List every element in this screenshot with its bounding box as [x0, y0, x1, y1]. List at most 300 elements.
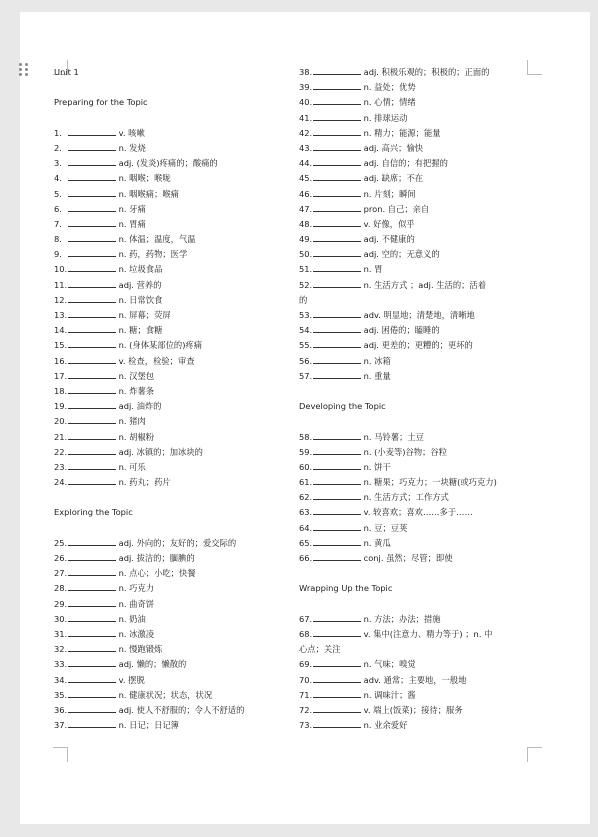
- entry-number: 73.: [299, 720, 313, 731]
- crop-mark-bottom-left: [53, 747, 68, 762]
- answer-blank[interactable]: [68, 432, 116, 440]
- entry-number: 17.: [54, 370, 68, 381]
- entry-number: 36.: [54, 704, 68, 715]
- answer-blank[interactable]: [313, 538, 361, 546]
- entry-definition: adj. 空的；无意义的: [363, 249, 440, 260]
- entry-definition: n. 猪肉: [118, 416, 146, 427]
- entry-definition: n. 巧克力: [118, 583, 155, 594]
- entry-number: 54.: [299, 325, 313, 336]
- answer-blank[interactable]: [68, 477, 116, 485]
- section-heading-exploring: Exploring the Topic: [54, 507, 133, 518]
- answer-blank[interactable]: [68, 158, 116, 166]
- entry-number: 9.: [54, 249, 62, 260]
- answer-blank[interactable]: [313, 629, 361, 637]
- entry-definition: n. 糖果；巧克力；一块糖(或巧克力): [363, 477, 497, 488]
- entry-definition: v. 检查，检验；审查: [118, 355, 195, 366]
- entry-definition: n. 牙痛: [118, 203, 146, 214]
- entry-number: 72.: [299, 704, 313, 715]
- vocab-entry: [54, 323, 286, 338]
- entry-number: 67.: [299, 613, 313, 624]
- entry-definition: n. 药丸；药片: [118, 477, 171, 488]
- entry-number: 56.: [299, 355, 313, 366]
- vocab-entry: [54, 141, 286, 156]
- vocab-entry: [54, 278, 286, 293]
- vocab-entry: [299, 521, 531, 536]
- answer-blank[interactable]: [68, 371, 116, 379]
- answer-blank[interactable]: [313, 143, 361, 151]
- entry-definition: v. 摆脱: [118, 674, 145, 685]
- answer-blank[interactable]: [68, 720, 116, 728]
- entry-definition: n. (小麦等)谷物；谷粒: [363, 446, 448, 457]
- vocab-entry: [299, 657, 531, 672]
- vocab-entry: [299, 95, 531, 110]
- entry-number: 68.: [299, 628, 313, 639]
- entry-number: 20.: [54, 416, 68, 427]
- entry-number: 6.: [54, 203, 62, 214]
- entry-definition: adj. 油炸的: [118, 401, 162, 412]
- entry-definition: n. 日常饮食: [118, 294, 163, 305]
- answer-blank[interactable]: [68, 340, 116, 348]
- answer-blank[interactable]: [68, 675, 116, 683]
- vocab-entry: [299, 673, 531, 688]
- answer-blank[interactable]: [313, 113, 361, 121]
- vocab-entry: [299, 126, 531, 141]
- entry-number: 53.: [299, 310, 313, 320]
- answer-blank[interactable]: [313, 447, 361, 455]
- answer-blank[interactable]: [68, 583, 116, 591]
- entry-definition: adv. 通常；主要地，一般地: [363, 674, 467, 685]
- answer-blank[interactable]: [313, 675, 361, 683]
- answer-blank[interactable]: [68, 659, 116, 667]
- entry-number: 48.: [299, 218, 313, 229]
- entry-number: 29.: [54, 598, 68, 609]
- answer-blank[interactable]: [313, 128, 361, 136]
- entry-number: 44.: [299, 158, 313, 169]
- vocab-entry: [299, 460, 531, 475]
- vocab-entry: [54, 308, 286, 323]
- answer-blank[interactable]: [313, 219, 361, 227]
- vocab-entry: [54, 399, 286, 414]
- entry-definition: adj. 不健康的: [363, 234, 415, 245]
- entry-number: 27.: [54, 568, 68, 579]
- vocab-entry: [299, 171, 531, 186]
- entry-definition: adj. 更差的；更糟的；更坏的: [363, 340, 473, 351]
- entry-number: 22.: [54, 446, 68, 457]
- entry-definition: n. 咽喉；喉咙: [118, 173, 171, 184]
- vocab-entry: [54, 581, 286, 596]
- entry-definition: n. 调味汁；酱: [363, 689, 416, 700]
- answer-blank[interactable]: [313, 432, 361, 440]
- answer-blank[interactable]: [68, 416, 116, 424]
- vocab-entry: [54, 202, 286, 217]
- vocab-entry: [299, 141, 531, 156]
- vocab-entry: [299, 703, 531, 718]
- entry-number: 61.: [299, 477, 313, 488]
- answer-blank[interactable]: [68, 189, 116, 197]
- answer-blank[interactable]: [68, 401, 116, 409]
- entry-definition: n. 饼干: [363, 461, 391, 472]
- answer-blank[interactable]: [68, 553, 116, 561]
- entry-number: 69.: [299, 659, 313, 670]
- entry-number: 16.: [54, 355, 68, 366]
- vocab-entry: [54, 445, 286, 460]
- entry-definition: pron. 自己；亲自: [363, 203, 430, 214]
- answer-blank[interactable]: [68, 356, 116, 364]
- answer-blank[interactable]: [313, 462, 361, 470]
- entry-number: 14.: [54, 325, 68, 336]
- entry-definition: adj. 高兴；愉快: [363, 142, 424, 153]
- vocab-entry: [299, 202, 531, 217]
- entry-definition: n. 业余爱好: [363, 720, 408, 731]
- entry-number: 21.: [54, 431, 68, 442]
- answer-blank[interactable]: [313, 614, 361, 622]
- answer-blank[interactable]: [68, 143, 116, 151]
- entry-number: 50.: [299, 249, 313, 260]
- vocab-entry: [54, 688, 286, 703]
- vocab-entry: [299, 323, 531, 338]
- answer-blank[interactable]: [68, 280, 116, 288]
- entry-number: 5.: [54, 188, 62, 199]
- vocab-entry: [299, 278, 531, 293]
- vocab-entry: [54, 384, 286, 399]
- answer-blank[interactable]: [313, 325, 361, 333]
- entry-number: 47.: [299, 203, 313, 214]
- section-heading-preparing: Preparing for the Topic: [54, 97, 148, 108]
- entry-number: 52.: [299, 279, 313, 290]
- entry-definition: n. (身体某部位的)疼痛: [118, 340, 203, 351]
- entry-definition: n. 益处；优势: [363, 82, 416, 93]
- entry-number: 34.: [54, 674, 68, 685]
- entry-definition: n. 奶油: [118, 613, 146, 624]
- entry-number: 40.: [299, 97, 313, 108]
- entry-number: 58.: [299, 431, 313, 442]
- vocab-entry: [54, 657, 286, 672]
- entry-number: 70.: [299, 674, 313, 685]
- answer-blank[interactable]: [68, 219, 116, 227]
- answer-blank[interactable]: [313, 356, 361, 364]
- entry-number: 28.: [54, 583, 68, 594]
- vocab-entry: [299, 80, 531, 95]
- vocab-entry: [54, 156, 286, 171]
- drag-handle-icon[interactable]: [19, 63, 29, 77]
- answer-blank[interactable]: [313, 189, 361, 197]
- answer-blank[interactable]: [313, 158, 361, 166]
- vocab-entry: [54, 627, 286, 642]
- section-heading-wrapping: Wrapping Up the Topic: [299, 583, 393, 594]
- vocab-entry: [54, 612, 286, 627]
- entry-definition: adj. 拔洁的；腼腆的: [118, 553, 195, 563]
- entry-definition: n. 黄瓜: [363, 537, 391, 548]
- answer-blank[interactable]: [313, 690, 361, 698]
- answer-blank[interactable]: [313, 264, 361, 272]
- entry-number: 65.: [299, 537, 313, 548]
- entry-definition: n. 冰箱: [363, 355, 391, 366]
- vocab-entry: [54, 247, 286, 262]
- entry-definition: v. 集中(注意力、精力等于) ；n. 中: [363, 628, 493, 639]
- answer-blank[interactable]: [68, 128, 116, 136]
- vocab-entry: [54, 551, 286, 566]
- vocab-entry: [299, 688, 531, 703]
- entry-definition: adj. 营养的: [118, 279, 162, 290]
- vocab-entry: [54, 354, 286, 369]
- entry-number: 64.: [299, 522, 313, 533]
- answer-blank[interactable]: [313, 705, 361, 713]
- vocab-entry: [299, 354, 531, 369]
- vocab-entry: [299, 247, 531, 262]
- entry-definition: n. 可乐: [118, 461, 146, 472]
- vocab-entry: [54, 566, 286, 581]
- vocab-entry: [54, 536, 286, 551]
- entry-definition: n. 心情；情绪: [363, 97, 416, 108]
- entry-number: 55.: [299, 340, 313, 351]
- answer-blank[interactable]: [313, 659, 361, 667]
- answer-blank[interactable]: [68, 644, 116, 652]
- answer-blank[interactable]: [68, 599, 116, 607]
- entry-number: 39.: [299, 82, 313, 93]
- vocab-entry: [299, 445, 531, 460]
- entry-definition: n. 药，药物；医学: [118, 249, 188, 260]
- entry-definition: n. 片刻；瞬间: [363, 188, 416, 199]
- vocab-entry: [54, 673, 286, 688]
- entry-number: 37.: [54, 720, 68, 731]
- entry-number: 71.: [299, 689, 313, 700]
- vocab-entry: [54, 597, 286, 612]
- entry-number: 7.: [54, 218, 62, 229]
- vocab-entry: [299, 111, 531, 126]
- entry-number: 3.: [54, 158, 62, 169]
- vocab-entry: [54, 126, 286, 141]
- answer-blank[interactable]: [68, 249, 116, 257]
- entry-number: 46.: [299, 188, 313, 199]
- answer-blank[interactable]: [68, 325, 116, 333]
- entry-number: 31.: [54, 628, 68, 639]
- entry-definition: n. 方法；办法；措施: [363, 613, 441, 624]
- answer-blank[interactable]: [68, 234, 116, 242]
- answer-blank[interactable]: [313, 340, 361, 348]
- answer-blank[interactable]: [68, 447, 116, 455]
- entry-number: 60.: [299, 461, 313, 472]
- answer-blank[interactable]: [313, 310, 361, 318]
- vocab-entry: [299, 718, 531, 733]
- entry-definition: n. 垃圾食品: [118, 264, 163, 275]
- answer-blank[interactable]: [68, 538, 116, 546]
- entry-definition: n. 胃: [363, 264, 383, 275]
- vocab-entry: [299, 369, 531, 384]
- entry-number: 38.: [299, 67, 313, 77]
- answer-blank[interactable]: [313, 720, 361, 728]
- answer-blank[interactable]: [313, 249, 361, 257]
- answer-blank[interactable]: [68, 264, 116, 272]
- vocab-entry: [54, 414, 286, 429]
- vocab-entry: [299, 490, 531, 505]
- entry-definition: n. 汉堡包: [118, 370, 155, 381]
- answer-blank[interactable]: [313, 507, 361, 515]
- entry-definition: n. 日记；日记簿: [118, 720, 179, 731]
- vocab-entry: [299, 65, 531, 80]
- entry-definition: adv. 明显地；清楚地，清晰地: [363, 310, 475, 320]
- entry-definition: n. 精力；能源；能量: [363, 127, 441, 138]
- entry-continuation: 的: [299, 294, 308, 305]
- vocab-entry: [299, 627, 531, 642]
- entry-definition: n. 豆；豆荚: [363, 522, 408, 533]
- answer-blank[interactable]: [68, 173, 116, 181]
- vocab-entry: [54, 262, 286, 277]
- answer-blank[interactable]: [313, 234, 361, 242]
- answer-blank[interactable]: [68, 629, 116, 637]
- entry-number: 26.: [54, 553, 68, 563]
- entry-number: 10.: [54, 264, 68, 275]
- entry-definition: n. 体温；温度，气温: [118, 234, 196, 245]
- entry-number: 35.: [54, 689, 68, 700]
- vocab-entry: [299, 156, 531, 171]
- answer-blank[interactable]: [68, 310, 116, 318]
- entry-number: 59.: [299, 446, 313, 457]
- entry-number: 42.: [299, 127, 313, 138]
- entry-definition: v. 较喜欢；喜欢……多于……: [363, 507, 473, 518]
- entry-number: 32.: [54, 644, 68, 655]
- vocab-entry: [54, 171, 286, 186]
- vocab-entry: [54, 338, 286, 353]
- entry-definition: v. 端上(饭菜)；接待；服务: [363, 704, 463, 715]
- entry-number: 49.: [299, 234, 313, 245]
- answer-blank[interactable]: [313, 173, 361, 181]
- vocab-entry: [54, 703, 286, 718]
- entry-number: 2.: [54, 142, 62, 153]
- entry-definition: n. 健康状况；状态，状况: [118, 689, 213, 700]
- vocab-entry: [54, 369, 286, 384]
- answer-blank[interactable]: [68, 295, 116, 303]
- entry-definition: adj. 外向的；友好的；爱交际的: [118, 537, 237, 548]
- entry-number: 43.: [299, 142, 313, 153]
- entry-definition: n. 发烧: [118, 142, 146, 153]
- vocab-entry: [299, 308, 531, 323]
- entry-number: 45.: [299, 173, 313, 184]
- vocab-entry: [54, 460, 286, 475]
- entry-definition: n. 马铃薯；土豆: [363, 431, 424, 442]
- answer-blank[interactable]: [68, 690, 116, 698]
- section-heading-developing: Developing the Topic: [299, 401, 386, 412]
- answer-blank[interactable]: [313, 280, 361, 288]
- vocab-entry: [54, 187, 286, 202]
- entry-definition: n. 排球运动: [363, 112, 408, 123]
- entry-definition: n. 曲奇饼: [118, 598, 155, 609]
- entry-definition: n. 重量: [363, 370, 391, 381]
- answer-blank[interactable]: [313, 492, 361, 500]
- entry-definition: n. 胡椒粉: [118, 431, 155, 442]
- answer-blank[interactable]: [313, 204, 361, 212]
- entry-number: 18.: [54, 385, 68, 396]
- answer-blank[interactable]: [68, 462, 116, 470]
- entry-definition: n. 点心；小吃；快餐: [118, 568, 196, 579]
- entry-definition: adj. 使人不舒服的；令人不舒适的: [118, 704, 245, 715]
- vocab-entry: [299, 232, 531, 247]
- entry-number: 13.: [54, 310, 68, 320]
- entry-number: 12.: [54, 294, 68, 305]
- entry-number: 4.: [54, 173, 62, 184]
- vocab-entry: [299, 612, 531, 627]
- vocab-entry: [54, 232, 286, 247]
- vocab-entry: [299, 475, 531, 490]
- entry-number: 1.: [54, 127, 62, 138]
- entry-definition: adj. 缺席；不在: [363, 173, 424, 184]
- unit-title: Unit 1: [54, 67, 79, 77]
- answer-blank[interactable]: [313, 523, 361, 531]
- answer-blank[interactable]: [313, 553, 361, 561]
- entry-number: 41.: [299, 112, 313, 123]
- vocab-entry: [299, 262, 531, 277]
- vocab-entry: [54, 293, 286, 308]
- answer-blank[interactable]: [313, 477, 361, 485]
- entry-definition: n. 糖；食糖: [118, 325, 163, 336]
- entry-number: 57.: [299, 370, 313, 381]
- answer-blank[interactable]: [313, 97, 361, 105]
- entry-definition: adj. 冰镇的；加冰块的: [118, 446, 203, 457]
- answer-blank[interactable]: [313, 371, 361, 379]
- entry-definition: n. 屏幕；荧屏: [118, 310, 171, 320]
- answer-blank[interactable]: [68, 614, 116, 622]
- vocab-entry: [299, 430, 531, 445]
- vocab-entry: [299, 217, 531, 232]
- entry-definition: adj. (发炎)疼痛的；酸痛的: [118, 158, 218, 169]
- answer-blank[interactable]: [313, 67, 361, 75]
- entry-number: 51.: [299, 264, 313, 275]
- entry-definition: adj. 困倦的；瞌睡的: [363, 325, 440, 336]
- entry-number: 33.: [54, 659, 68, 670]
- vocab-entry: [299, 551, 531, 566]
- entry-definition: v. 咳嗽: [118, 127, 145, 138]
- entry-definition: n. 生活方式；工作方式: [363, 492, 449, 503]
- vocab-entry: [54, 475, 286, 490]
- entry-number: 66.: [299, 553, 313, 563]
- entry-definition: n. 冰激凌: [118, 628, 155, 639]
- entry-definition: conj. 虽然；尽管；即使: [363, 553, 453, 563]
- entry-definition: n. 慢跑锻炼: [118, 644, 163, 655]
- entry-number: 24.: [54, 477, 68, 488]
- answer-blank[interactable]: [68, 204, 116, 212]
- crop-mark-bottom-right: [527, 747, 542, 762]
- entry-number: 23.: [54, 461, 68, 472]
- entry-definition: n. 生活方式 ；adj. 生活的；活着: [363, 279, 487, 290]
- answer-blank[interactable]: [313, 82, 361, 90]
- vocab-entry: [54, 217, 286, 232]
- vocab-entry: [299, 505, 531, 520]
- entry-continuation: 心点；关注: [299, 644, 341, 655]
- entry-number: 8.: [54, 234, 62, 245]
- entry-definition: adj. 自信的；有把握的: [363, 158, 448, 169]
- entry-definition: v. 好像，似乎: [363, 218, 415, 229]
- answer-blank[interactable]: [68, 705, 116, 713]
- vocab-entry: [299, 536, 531, 551]
- right-column: [299, 65, 531, 733]
- entry-definition: n. 炸薯条: [118, 385, 155, 396]
- entry-number: 30.: [54, 613, 68, 624]
- vocab-entry: [299, 187, 531, 202]
- entry-definition: n. 气味；嗅觉: [363, 659, 416, 670]
- entry-number: 15.: [54, 340, 68, 351]
- vocab-entry: [54, 642, 286, 657]
- entry-number: 11.: [54, 279, 68, 290]
- entry-definition: n. 胃痛: [118, 218, 146, 229]
- answer-blank[interactable]: [68, 568, 116, 576]
- entry-number: 62.: [299, 492, 313, 503]
- vocab-entry: [54, 430, 286, 445]
- entry-number: 19.: [54, 401, 68, 412]
- entry-definition: adj. 懒的；懒散的: [118, 659, 187, 670]
- left-column: [54, 65, 286, 733]
- vocab-entry: [54, 718, 286, 733]
- answer-blank[interactable]: [68, 386, 116, 394]
- entry-definition: n. 咽喉痛；喉痛: [118, 188, 179, 199]
